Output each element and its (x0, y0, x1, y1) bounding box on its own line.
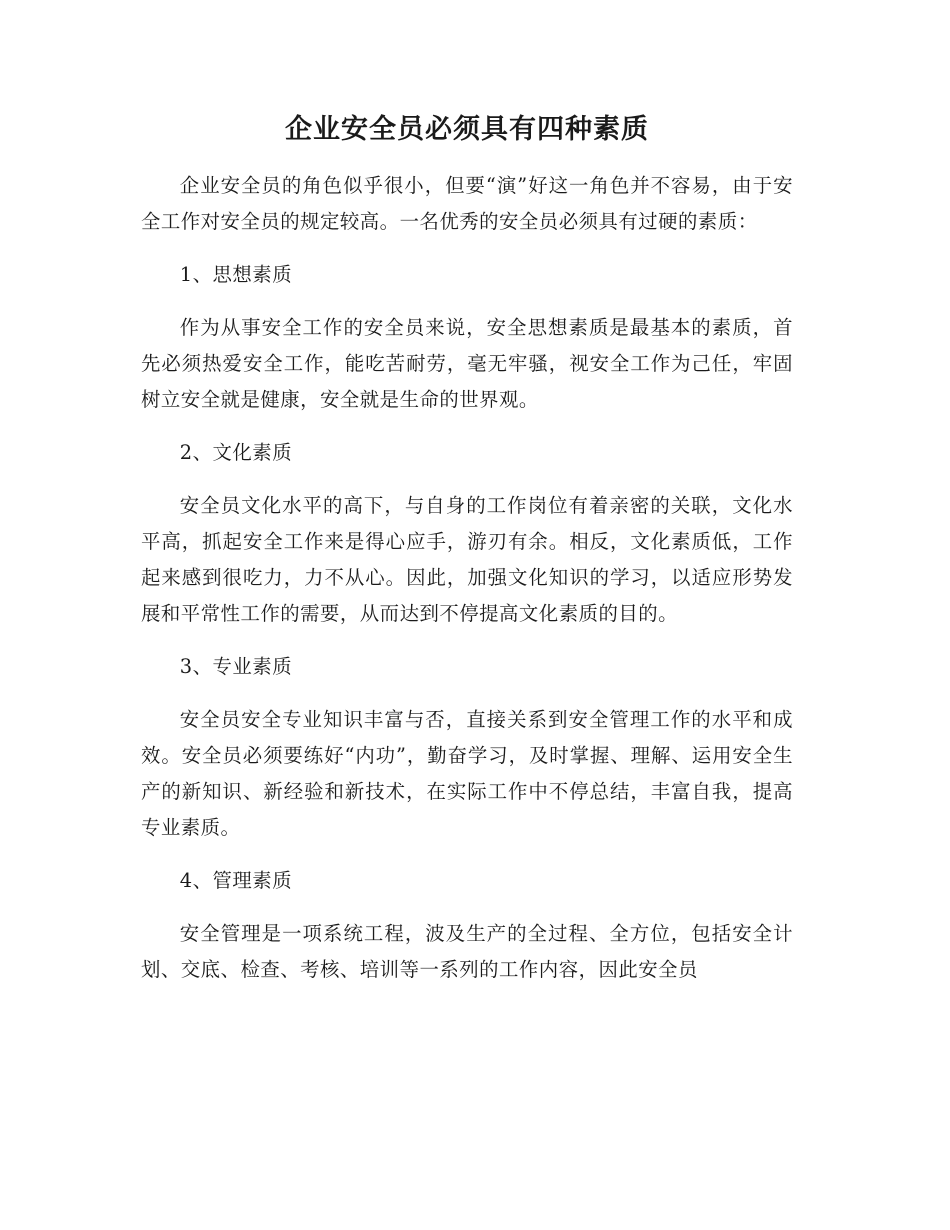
section-heading-culture: 2、文化素质 (179, 441, 293, 464)
section-body-thought: 作为从事安全工作的安全员来说，安全思想素质是最基本的素质，首先必须热爱安全工作，能吃苦耐劳，毫无牢骚，视安全工作为己任，牢固树立安全就是健康，安全就是生命的世界观。 (141, 316, 793, 411)
document-page (141, 110, 793, 1005)
intro-paragraph: 企业安全员的角色似乎很小，但要“演”好这一角色并不容易，由于安全工作对安全员的规定较高。一名优秀的安全员必须具有过硬的素质： (141, 174, 793, 233)
section-heading-professional: 3、专业素质 (179, 655, 293, 678)
section-body-management: 安全管理是一项系统工程，波及生产的全过程、全方位，包括安全计划、交底、检查、考核、培训等一系列的工作内容，因此安全员 (141, 922, 793, 981)
document-title: 企业安全员必须具有四种素质 (285, 114, 649, 145)
section-heading-management: 4、管理素质 (179, 869, 293, 892)
section-heading-thought: 1、思想素质 (179, 263, 293, 286)
section-body-culture: 安全员文化水平的高下，与自身的工作岗位有着亲密的关联，文化水平高，抓起安全工作来是得心应手，游刃有余。相反，文化素质低，工作起来感到很吃力，力不从心。因此，加强文化知识的学习，以适应形势发展和平常性工作的需要，从而达到不停提高文化素质的目的。 (141, 494, 793, 625)
section-body-professional: 安全员安全专业知识丰富与否，直接关系到安全管理工作的水平和成效。安全员必须要练好“内功”，勤奋学习，及时掌握、理解、运用安全生产的新知识、新经验和新技术，在实际工作中不停总结，丰富自我，提高专业素质。 (141, 708, 793, 839)
